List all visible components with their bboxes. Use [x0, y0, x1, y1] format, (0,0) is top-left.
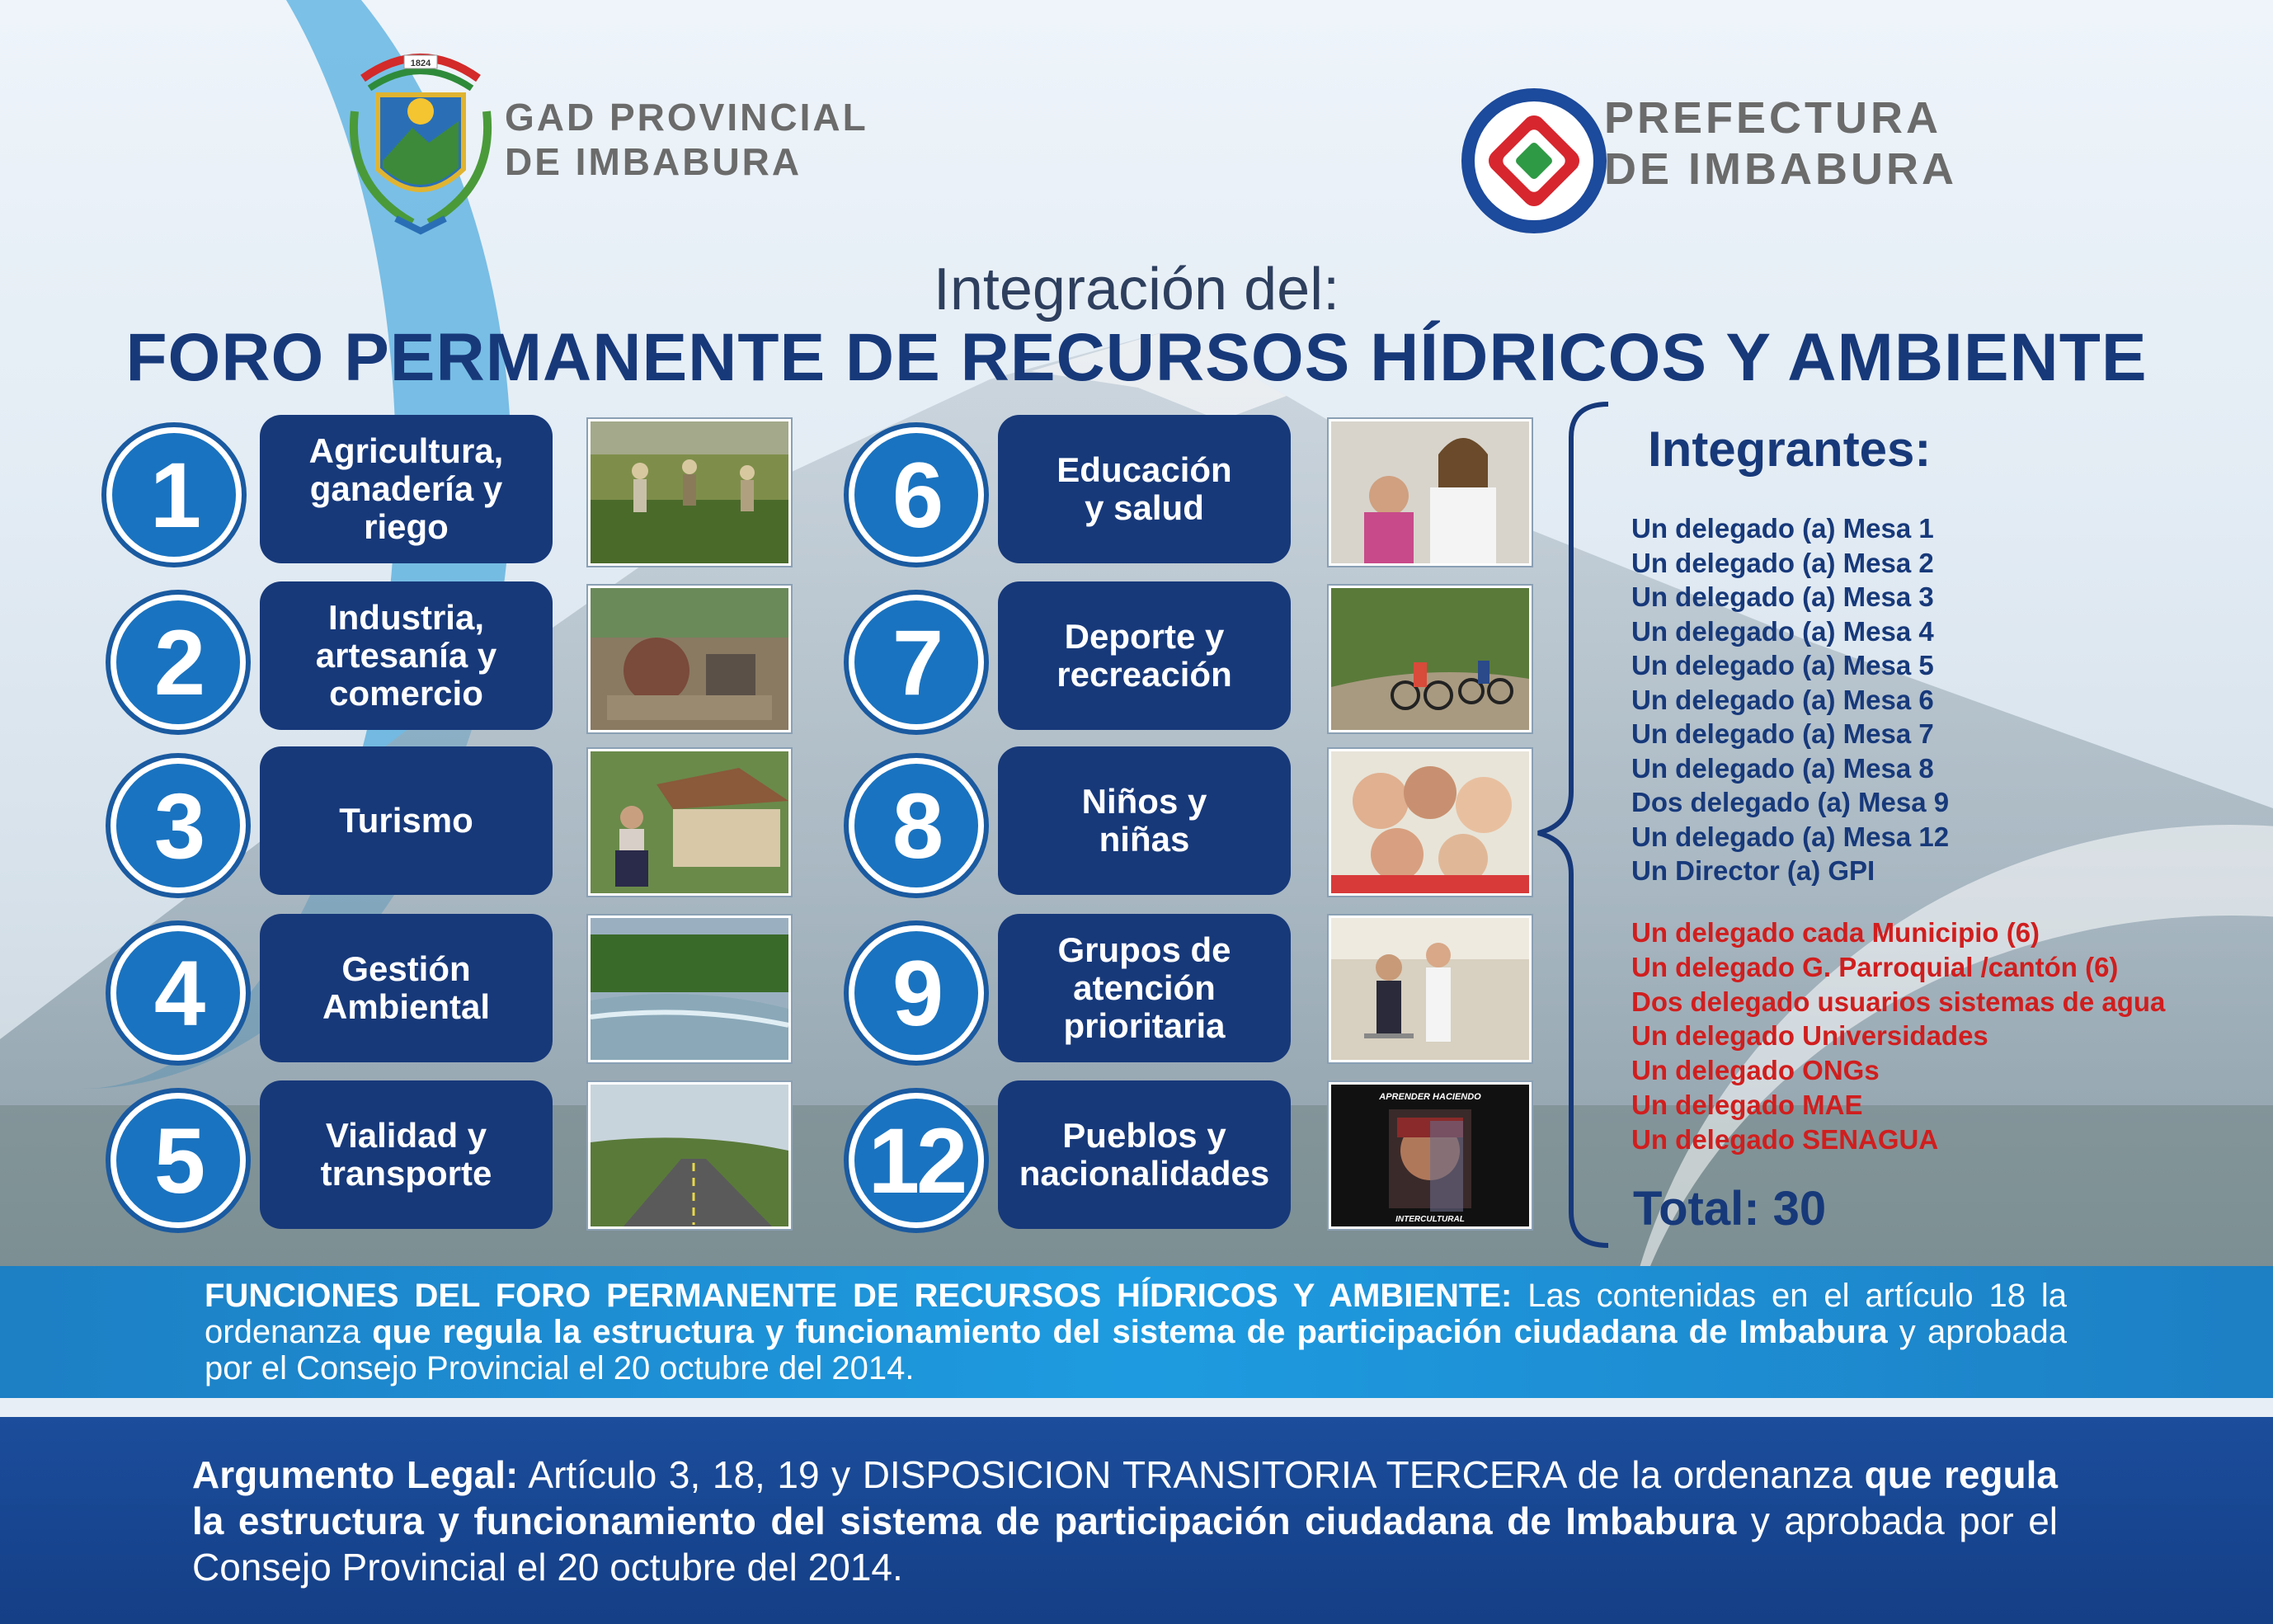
mesa-1-line-3: riego [364, 507, 449, 546]
list-item: Un delegado MAE [1631, 1089, 1863, 1120]
photo-children [1329, 749, 1532, 896]
emblem-year: 1824 [410, 59, 431, 68]
funciones-band [0, 1266, 2273, 1398]
list-item: Un delegado ONGs [1631, 1055, 1880, 1086]
mesa-number-5: 5 [111, 1093, 246, 1228]
mesa-7-line-1: Deporte y [1064, 617, 1225, 656]
list-item: Un delegado (a) Mesa 12 [1631, 821, 1950, 852]
funciones-text-1: Las contenidas en el artículo 18 la ordenanza [205, 1278, 2068, 1350]
mesa-7-line-2: recreación [1056, 655, 1232, 694]
mesa-2-line-2: artesanía y [315, 636, 497, 675]
mesa-label-6 [998, 415, 1291, 563]
mesa-6-line-1: Educación [1056, 450, 1232, 489]
list-item: Un delegado cada Municipio (6) [1631, 917, 2040, 948]
funciones-heading: FUNCIONES DEL FORO PERMANENTE DE RECURSOS HÍDRICOS Y AMBIENTE: [205, 1278, 1513, 1314]
list-item: Un delegado Universidades [1631, 1020, 1988, 1052]
gad-line-1: GAD PROVINCIAL [505, 96, 868, 139]
mesa-2-line-3: comercio [329, 674, 483, 713]
mesa-label-5 [260, 1080, 553, 1229]
list-item: Un delegado (a) Mesa 2 [1631, 547, 1934, 578]
mesa-number-3: 3 [111, 758, 246, 893]
mesa-3-line-1: Turismo [339, 801, 473, 840]
photo-caption-bottom: INTERCULTURAL [1395, 1215, 1465, 1224]
list-item: Un delegado (a) Mesa 1 [1631, 513, 1934, 544]
list-item: Un delegado (a) Mesa 5 [1631, 650, 1934, 680]
mesa-12-line-2: nacionalidades [1019, 1154, 1270, 1193]
mesa-label-9 [998, 914, 1291, 1062]
mesa-label-3 [260, 746, 553, 895]
photo-priority-groups [1329, 916, 1532, 1062]
photo-cycling [1329, 586, 1532, 732]
gad-line-2: DE IMBABURA [505, 140, 802, 183]
mesa-8-line-2: niñas [1099, 820, 1190, 859]
list-item: Dos delegado (a) Mesa 9 [1631, 787, 1950, 817]
integrantes-title: Integrantes: [1648, 421, 1932, 477]
mesa-9-line-1: Grupos de [1057, 930, 1231, 969]
mesa-5-line-1: Vialidad y [325, 1116, 487, 1155]
mesa-number-9: 9 [849, 925, 984, 1061]
list-item: Un delegado (a) Mesa 8 [1631, 752, 1934, 784]
photo-peoples-nationalities [1329, 1082, 1532, 1229]
list-item: Un delegado (a) Mesa 6 [1631, 684, 1934, 715]
mesa-9-line-2: atención [1073, 968, 1216, 1007]
legal-band [0, 1417, 2273, 1624]
gad-imbabura-wordmark [505, 95, 868, 184]
band-divider [0, 1398, 2273, 1417]
prefectura-wordmark [1604, 92, 1957, 195]
list-item: Un Director (a) GPI [1631, 855, 1875, 886]
mesa-label-8 [998, 746, 1291, 895]
integrantes-list-red [1631, 916, 2165, 1157]
photo-industry [588, 586, 791, 732]
photo-agriculture [588, 419, 791, 566]
legal-text-2: y aprobada por el Consejo Provincial el 20 octubre del 2014. [192, 1499, 2059, 1589]
list-item: Dos delegado usuarios sistemas de agua [1631, 986, 2166, 1017]
mesa-9-line-3: prioritaria [1063, 1006, 1226, 1045]
page-title: FORO PERMANENTE DE RECURSOS HÍDRICOS Y AMBIENTE [125, 320, 2148, 395]
legal-text [192, 1452, 2058, 1590]
mesa-label-7 [998, 581, 1291, 730]
mesa-number-12: 12 [849, 1093, 984, 1228]
mesa-number-7: 7 [849, 595, 984, 730]
legal-ordinance: que regula la estructura y funcionamiento del sistema de participación ciudadana de Imbabura [192, 1453, 2058, 1542]
mesa-4-line-2: Ambiental [322, 987, 491, 1026]
mesa-12-line-1: Pueblos y [1062, 1116, 1226, 1155]
mesa-number-2: 2 [111, 595, 246, 730]
prefectura-line-1: PREFECTURA [1604, 93, 1942, 143]
photo-health [1329, 419, 1532, 566]
mesa-1-line-2: ganadería y [309, 469, 503, 508]
mesa-number-1: 1 [106, 427, 242, 563]
funciones-ordinance: que regula la estructura y funcionamiento del sistema de participación ciudadana de Imbabura [372, 1314, 1888, 1350]
mesa-label-1 [260, 415, 553, 563]
mesa-2-line-1: Industria, [327, 598, 484, 637]
mesa-number-8: 8 [849, 758, 984, 893]
prefectura-logo [1456, 74, 1629, 247]
list-item: Un delegado (a) Mesa 3 [1631, 581, 1934, 612]
mesa-8-line-1: Niños y [1081, 782, 1207, 821]
list-item: Un delegado SENAGUA [1631, 1123, 1939, 1155]
curly-brace [1530, 396, 1621, 1254]
mesa-6-line-2: y salud [1085, 488, 1204, 527]
photo-tourism [588, 749, 791, 896]
funciones-text-2: y aprobada por el Consejo Provincial el 20 octubre del 2014. [205, 1314, 2067, 1386]
mesa-label-2 [260, 581, 553, 730]
list-item: Un delegado G. Parroquial /cantón (6) [1631, 951, 2119, 982]
legal-heading: Argumento Legal: [192, 1453, 519, 1496]
funciones-text [205, 1278, 2067, 1386]
integrantes-list-blue [1631, 511, 1949, 888]
photo-road [588, 1082, 791, 1229]
gad-imbabura-emblem [346, 45, 495, 243]
subtitle: Integración del: [933, 257, 1340, 322]
mesa-label-12 [998, 1080, 1291, 1229]
mesa-number-4: 4 [111, 925, 246, 1061]
list-item: Un delegado (a) Mesa 7 [1631, 718, 1934, 749]
photo-river [588, 916, 791, 1062]
mesa-number-6: 6 [849, 427, 984, 563]
mesa-5-line-2: transporte [320, 1154, 492, 1193]
mesa-4-line-1: Gestión [341, 949, 471, 988]
photo-caption-top: APRENDER HACIENDO [1379, 1092, 1481, 1102]
mesa-1-line-1: Agricultura, [308, 431, 504, 470]
prefectura-line-2: DE IMBABURA [1604, 144, 1957, 194]
list-item: Un delegado (a) Mesa 4 [1631, 615, 1934, 647]
mesa-label-4 [260, 914, 553, 1062]
integrantes-total: Total: 30 [1633, 1182, 1827, 1236]
legal-text-1: Artículo 3, 18, 19 y DISPOSICION TRANSITORIA TERCERA de la ordenanza [518, 1453, 1865, 1496]
